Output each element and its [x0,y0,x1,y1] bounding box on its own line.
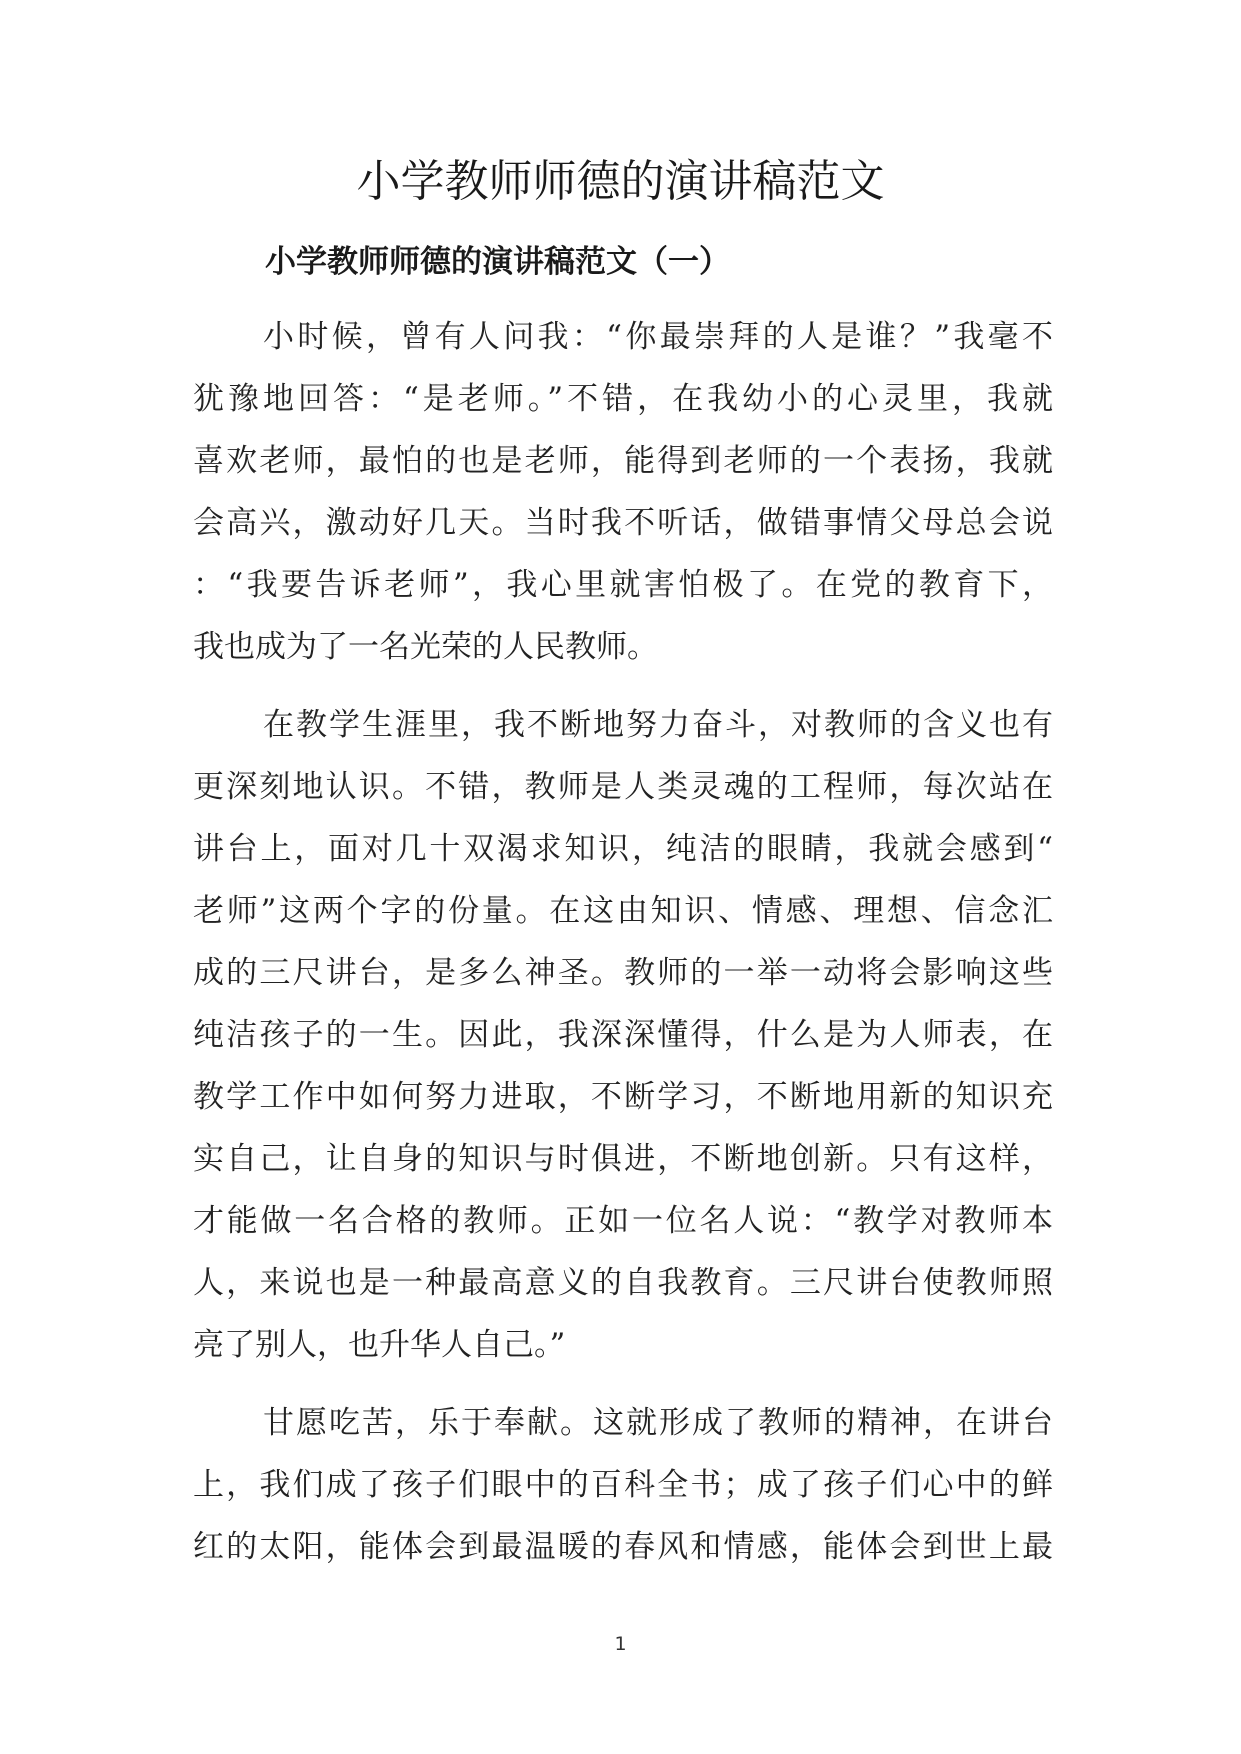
text-line: 成的三尺讲台，是多么神圣。教师的一举一动将会影响这些 [193,955,1053,991]
text-line: 讲台上，面对几十双渴求知识，纯洁的眼睛，我就会感到“ [193,831,1053,867]
text-line: 纯洁孩子的一生。因此，我深深懂得，什么是为人师表，在 [193,1017,1053,1053]
paragraph-2 [193,694,1053,1376]
text-line: 我也成为了一名光荣的人民教师。 [193,629,658,665]
text-line: 上，我们成了孩子们眼中的百科全书；成了孩子们心中的鲜 [193,1467,1053,1503]
page-number: 1 [614,1633,627,1655]
text-line: 红的太阳，能体会到最温暖的春风和情感，能体会到世上最 [193,1529,1053,1565]
section-heading: 小学教师师德的演讲稿范文（一） [265,244,730,280]
paragraph-text [193,694,1053,1376]
text-line: 在教学生涯里，我不断地努力奋斗，对教师的含义也有 [263,707,1053,743]
text-line: 教学工作中如何努力进取，不断学习，不断地用新的知识充 [193,1079,1053,1115]
paragraph-text [193,1392,1053,1578]
paragraph-1 [193,306,1053,678]
text-line: 亮了别人，也升华人自己。” [193,1327,566,1363]
text-line: 小时候，曾有人问我：“你最崇拜的人是谁？”我毫不 [263,319,1053,355]
paragraph-text [193,306,1053,678]
paragraph-3 [193,1392,1053,1578]
text-line: 犹豫地回答：“是老师。”不错，在我幼小的心灵里，我就 [193,381,1053,417]
text-line: 老师”这两个字的份量。在这由知识、情感、理想、信念汇 [193,893,1053,929]
text-line: 会高兴，激动好几天。当时我不听话，做错事情父母总会说 [193,505,1053,541]
document-title: 小学教师师德的演讲稿范文 [356,156,885,207]
text-line: 更深刻地认识。不错，教师是人类灵魂的工程师，每次站在 [193,769,1053,805]
text-line: 喜欢老师，最怕的也是老师，能得到老师的一个表扬，我就 [193,443,1053,479]
text-line: 实自己，让自身的知识与时俱进，不断地创新。只有这样， [193,1141,1053,1177]
text-line: 甘愿吃苦，乐于奉献。这就形成了教师的精神，在讲台 [263,1405,1053,1441]
text-line: ：“我要告诉老师”，我心里就害怕极了。在党的教育下， [193,567,1053,603]
text-line: 才能做一名合格的教师。正如一位名人说：“教学对教师本 [193,1203,1053,1239]
text-line: 人，来说也是一种最高意义的自我教育。三尺讲台使教师照 [193,1265,1053,1301]
